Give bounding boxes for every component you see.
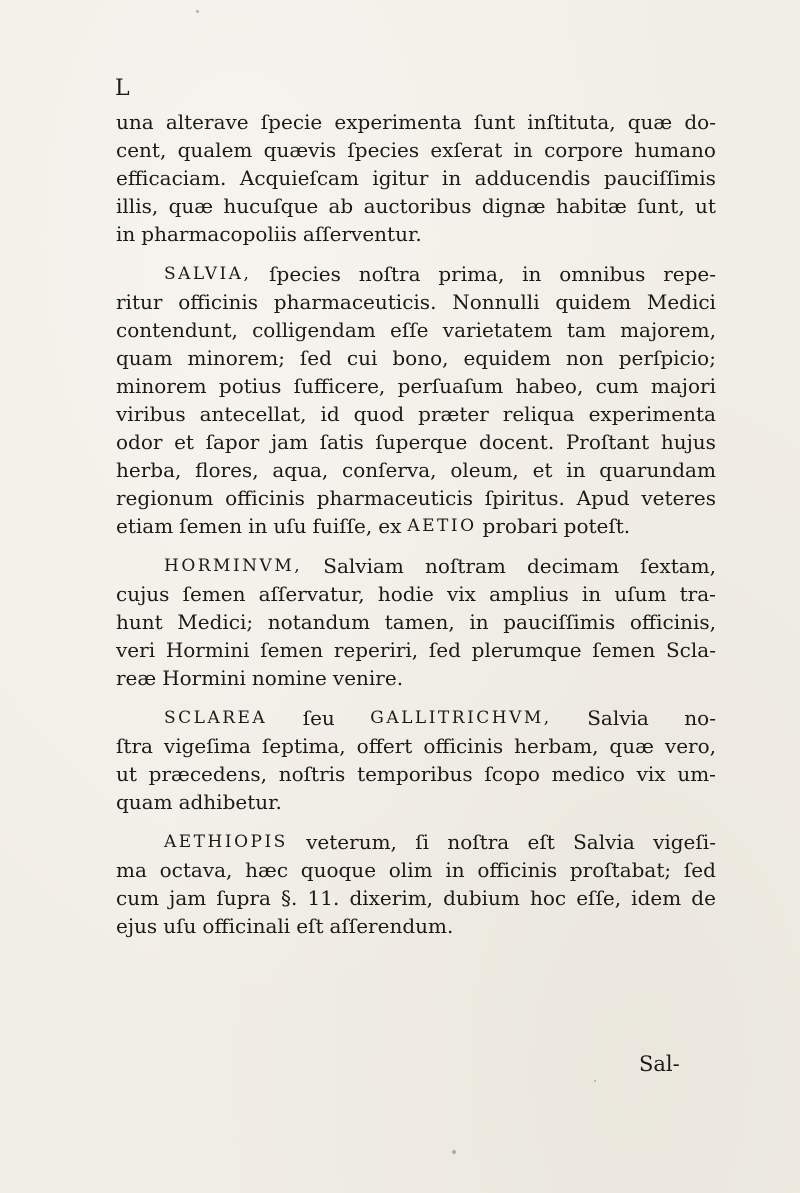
text-line: ma octava, hæc quoque olim in officinis proſtabat; ſed xyxy=(116,858,716,882)
text-line: herba, flores, aqua, conſerva, oleum, et in quarundam xyxy=(116,458,716,482)
text-line: cum jam ſupra §. 11. dixerim, dubium hoc eſſe, idem de xyxy=(116,886,716,910)
text-line: quam adhibetur. xyxy=(116,790,282,814)
text-line: ut præcedens, noſtris temporibus ſcopo medico vix um- xyxy=(116,762,716,786)
text-line: cent, qualem quævis ſpecies exſerat in corpore humano xyxy=(116,138,716,162)
page-signature-mark: L xyxy=(115,76,131,101)
paper-speck xyxy=(196,10,199,13)
text-line: AETHIOPIS veterum, ſi noſtra eſt Salvia vigeſi- xyxy=(164,830,716,854)
text-line: minorem potius ſufficere, perſuaſum habeo, cum majori xyxy=(116,374,716,398)
text-line: regionum officinis pharmaceuticis ſpiritus. Apud veteres xyxy=(116,486,716,510)
text-line: ejus uſu officinali eſt aſſerendum. xyxy=(116,914,454,938)
paragraph-aethiopis xyxy=(116,828,716,940)
text-line: veri Hormini ſemen reperiri, ſed plerumque ſemen Scla- xyxy=(116,638,716,662)
paper-speck xyxy=(594,1080,596,1082)
text-line: SCLAREA ſeu GALLITRICHVM, Salvia no- xyxy=(164,706,716,730)
paper-speck xyxy=(288,327,290,329)
text-line: quam minorem; ſed cui bono, equidem non perſpicio; xyxy=(116,346,716,370)
paragraph-intro xyxy=(116,108,716,248)
text-line: odor et ſapor jam ſatis ſuperque docent. Proſtant hujus xyxy=(116,430,716,454)
text-line: contendunt, colligendam eſſe varietatem tam majorem, xyxy=(116,318,716,342)
text-line: cujus ſemen aſſervatur, hodie vix amplius in uſum tra- xyxy=(116,582,716,606)
text-line: illis, quæ hucuſque ab auctoribus dignæ habitæ ſunt, ut xyxy=(116,194,716,218)
text-line: hunt Medici; notandum tamen, in pauciſſimis officinis, xyxy=(116,610,716,634)
text-line: ſtra vigeſima ſeptima, offert officinis herbam, quæ vero, xyxy=(116,734,716,758)
text-line: una alterave ſpecie experimenta ſunt inſtituta, quæ do- xyxy=(116,110,716,134)
catchword: Sal- xyxy=(639,1052,680,1076)
text-line: efficaciam. Acquieſcam igitur in adducendis pauciſſimis xyxy=(116,166,716,190)
text-line: etiam ſemen in uſu fuiſſe, ex AETIO probari poteſt. xyxy=(116,514,631,538)
text-line: HORMINVM, Salviam noſtram decimam ſextam, xyxy=(164,554,716,578)
paper-speck xyxy=(452,1150,456,1154)
body-text xyxy=(116,108,716,952)
paragraph-sclarea xyxy=(116,704,716,816)
text-line: in pharmacopoliis aſſerventur. xyxy=(116,222,422,246)
text-line: reæ Hormini nomine venire. xyxy=(116,666,404,690)
paragraph-horminum xyxy=(116,552,716,692)
text-line: viribus antecellat, id quod præter reliqua experimenta xyxy=(116,402,716,426)
paragraph-salvia xyxy=(116,260,716,540)
text-line: SALVIA, ſpecies noſtra prima, in omnibus repe- xyxy=(164,262,716,286)
text-line: ritur officinis pharmaceuticis. Nonnulli quidem Medici xyxy=(116,290,716,314)
